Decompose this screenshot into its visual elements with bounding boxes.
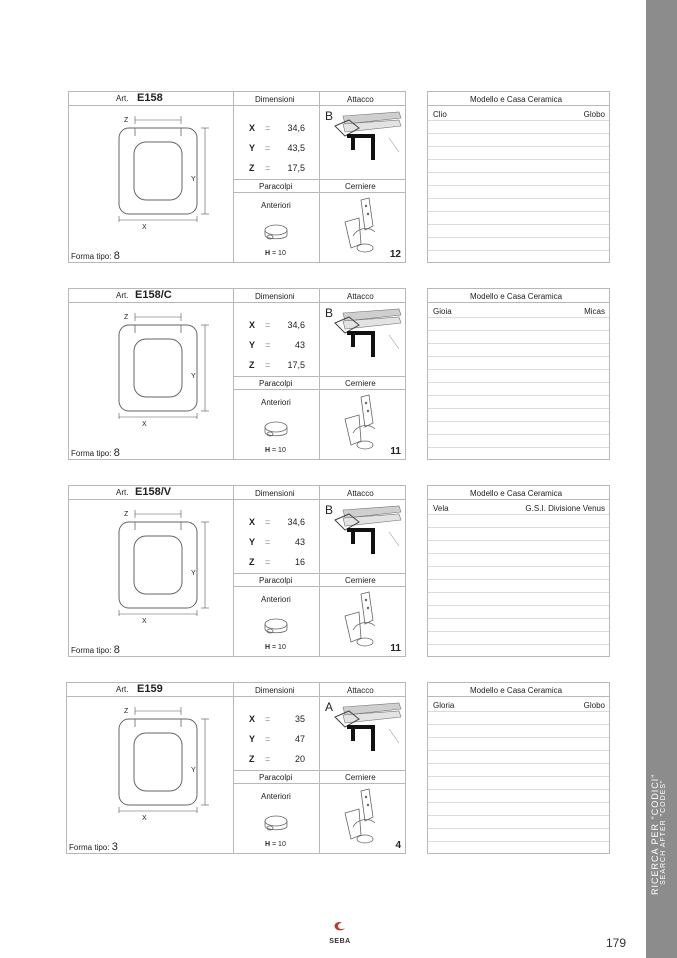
h-measure	[265, 841, 286, 848]
attachment-header: Attacco	[347, 292, 374, 301]
x-value: 34,6	[287, 320, 305, 330]
model-header: Modello e Casa Ceramica	[470, 95, 563, 104]
dim-z-label: Z	[124, 708, 129, 715]
shape-type-label: Forma tipo:	[69, 843, 110, 852]
logo-text: SEBA	[329, 938, 351, 945]
model-brand: G.S.I. Divisione Venus	[525, 504, 605, 513]
y-value: 43	[294, 537, 305, 547]
dim-y-label: Y	[191, 176, 196, 183]
sidebar-subtitle: SEARCH AFTER "CODES"	[660, 779, 667, 885]
dimensions-header: Dimensioni	[255, 686, 295, 695]
bumper-drawing-icon	[261, 616, 291, 638]
dim-x-label: X	[142, 421, 147, 428]
attachment-drawing-icon	[329, 303, 407, 373]
product-code: E158	[137, 92, 163, 104]
model-name: Gioia	[433, 307, 452, 316]
y-equals: =	[265, 537, 271, 547]
bumper-drawing-icon	[261, 813, 291, 835]
z-value: 16	[294, 557, 305, 567]
art-label: Art.	[116, 685, 129, 694]
model-name: Gloria	[433, 701, 455, 710]
attachment-header: Attacco	[347, 686, 374, 695]
z-value: 17,5	[287, 163, 305, 173]
dim-y-label: Y	[191, 373, 196, 380]
dim-y-label: Y	[191, 570, 196, 577]
h-value: = 10	[272, 250, 286, 257]
x-value: 34,6	[287, 517, 305, 527]
product-card	[68, 91, 406, 263]
y-label: Y	[249, 340, 256, 350]
dim-x-label: X	[142, 224, 147, 231]
x-equals: =	[265, 320, 271, 330]
z-value: 17,5	[287, 360, 305, 370]
product-code: E158/V	[135, 486, 172, 498]
dim-x-label: X	[142, 618, 147, 625]
hinge-drawing-icon	[333, 196, 393, 256]
x-label: X	[249, 714, 256, 724]
h-value: = 10	[272, 644, 286, 651]
seba-logo	[326, 920, 354, 945]
h-label: H	[265, 447, 271, 454]
sidebar-title: RICERCA PER "CODICI"	[650, 773, 660, 895]
x-value: 34,6	[287, 123, 305, 133]
shape-type-value: 8	[113, 250, 120, 262]
attachment-drawing-icon	[329, 106, 407, 176]
model-card	[427, 485, 610, 657]
shape-type	[71, 447, 120, 459]
model-header: Modello e Casa Ceramica	[470, 292, 563, 301]
h-label: H	[265, 841, 271, 848]
model-name: Clio	[433, 110, 447, 119]
bumpers-type: Anteriori	[261, 201, 291, 210]
model-card	[427, 288, 610, 460]
x-equals: =	[265, 517, 271, 527]
x-equals: =	[265, 123, 271, 133]
dim-y-label: Y	[191, 767, 196, 774]
dim-x-label: X	[142, 815, 147, 822]
shape-type	[71, 250, 120, 262]
attachment-drawing-icon	[329, 500, 407, 570]
x-label: X	[249, 320, 256, 330]
y-equals: =	[265, 143, 271, 153]
dim-z-label: Z	[124, 117, 129, 124]
bumpers-type: Anteriori	[261, 398, 291, 407]
attachment-letter: B	[325, 109, 334, 123]
shape-type-value: 8	[113, 644, 120, 656]
h-measure	[265, 447, 286, 454]
hinge-drawing-icon	[333, 787, 393, 847]
model-brand: Globo	[583, 110, 605, 119]
y-value: 43	[294, 340, 305, 350]
y-label: Y	[249, 143, 256, 153]
hinge-number: 4	[395, 840, 401, 851]
hinge-drawing-icon	[333, 393, 393, 453]
z-label: Z	[249, 754, 255, 764]
y-equals: =	[265, 734, 271, 744]
attachment-header: Attacco	[347, 489, 374, 498]
y-label: Y	[249, 734, 256, 744]
product-card	[66, 682, 406, 854]
attachment-drawing-icon	[329, 697, 407, 767]
attachment-letter: B	[325, 503, 334, 517]
model-name: Vela	[433, 504, 449, 513]
hinge-number: 12	[389, 249, 401, 260]
z-equals: =	[265, 557, 271, 567]
z-equals: =	[265, 163, 271, 173]
h-label: H	[265, 250, 271, 257]
sidebar-text	[650, 774, 667, 895]
h-measure	[265, 644, 286, 651]
bumpers-type: Anteriori	[261, 595, 291, 604]
z-value: 20	[294, 754, 305, 764]
hinges-header: Cerniere	[345, 182, 376, 191]
shape-type-label: Forma tipo:	[71, 646, 112, 655]
bumper-drawing-icon	[261, 222, 291, 244]
seat-drawing-icon	[107, 112, 227, 222]
z-label: Z	[249, 163, 255, 173]
seat-drawing-icon	[107, 506, 227, 616]
x-value: 35	[294, 714, 305, 724]
product-code: E159	[137, 683, 163, 695]
model-header: Modello e Casa Ceramica	[470, 686, 563, 695]
dimensions-header: Dimensioni	[255, 95, 295, 104]
z-label: Z	[249, 360, 255, 370]
seba-logo-icon	[332, 921, 348, 933]
z-equals: =	[265, 754, 271, 764]
x-label: X	[249, 517, 256, 527]
product-card	[68, 288, 406, 460]
z-label: Z	[249, 557, 255, 567]
product-code: E158/C	[135, 289, 172, 301]
hinges-header: Cerniere	[345, 379, 376, 388]
bumpers-type: Anteriori	[261, 792, 291, 801]
bumper-drawing-icon	[261, 419, 291, 441]
shape-type-value: 8	[113, 447, 120, 459]
seat-drawing-icon	[107, 309, 227, 419]
y-equals: =	[265, 340, 271, 350]
hinges-header: Cerniere	[345, 773, 376, 782]
bumpers-header: Paracolpi	[259, 773, 293, 782]
h-measure	[265, 250, 286, 257]
model-card	[427, 91, 610, 263]
bumpers-header: Paracolpi	[259, 182, 293, 191]
bumpers-header: Paracolpi	[259, 379, 293, 388]
shape-type	[69, 841, 118, 853]
hinge-drawing-icon	[333, 590, 393, 650]
dim-z-label: Z	[124, 511, 129, 518]
attachment-header: Attacco	[347, 95, 374, 104]
shape-type-label: Forma tipo:	[71, 252, 112, 261]
hinge-number: 11	[390, 643, 401, 654]
shape-type	[71, 644, 120, 656]
y-value: 43,5	[287, 143, 305, 153]
attachment-letter: A	[325, 700, 334, 714]
h-value: = 10	[272, 841, 286, 848]
h-label: H	[265, 644, 271, 651]
x-label: X	[249, 123, 256, 133]
y-value: 47	[294, 734, 305, 744]
attachment-letter: B	[325, 306, 334, 320]
h-value: = 10	[272, 447, 286, 454]
shape-type-value: 3	[111, 841, 118, 853]
hinges-header: Cerniere	[345, 576, 376, 585]
dim-z-label: Z	[124, 314, 129, 321]
art-label: Art.	[116, 488, 129, 497]
art-label: Art.	[116, 291, 129, 300]
art-label: Art.	[116, 94, 129, 103]
x-equals: =	[265, 714, 271, 724]
dimensions-header: Dimensioni	[255, 489, 295, 498]
z-equals: =	[265, 360, 271, 370]
product-card	[68, 485, 406, 657]
hinge-number: 11	[390, 446, 401, 457]
bumpers-header: Paracolpi	[259, 576, 293, 585]
sidebar	[646, 0, 677, 958]
y-label: Y	[249, 537, 256, 547]
seat-drawing-icon	[107, 703, 227, 813]
shape-type-label: Forma tipo:	[71, 449, 112, 458]
dimensions-header: Dimensioni	[255, 292, 295, 301]
page-number: 179	[606, 936, 627, 950]
model-card	[427, 682, 610, 854]
model-brand: Globo	[583, 701, 605, 710]
model-brand: Micas	[584, 307, 605, 316]
model-header: Modello e Casa Ceramica	[470, 489, 563, 498]
